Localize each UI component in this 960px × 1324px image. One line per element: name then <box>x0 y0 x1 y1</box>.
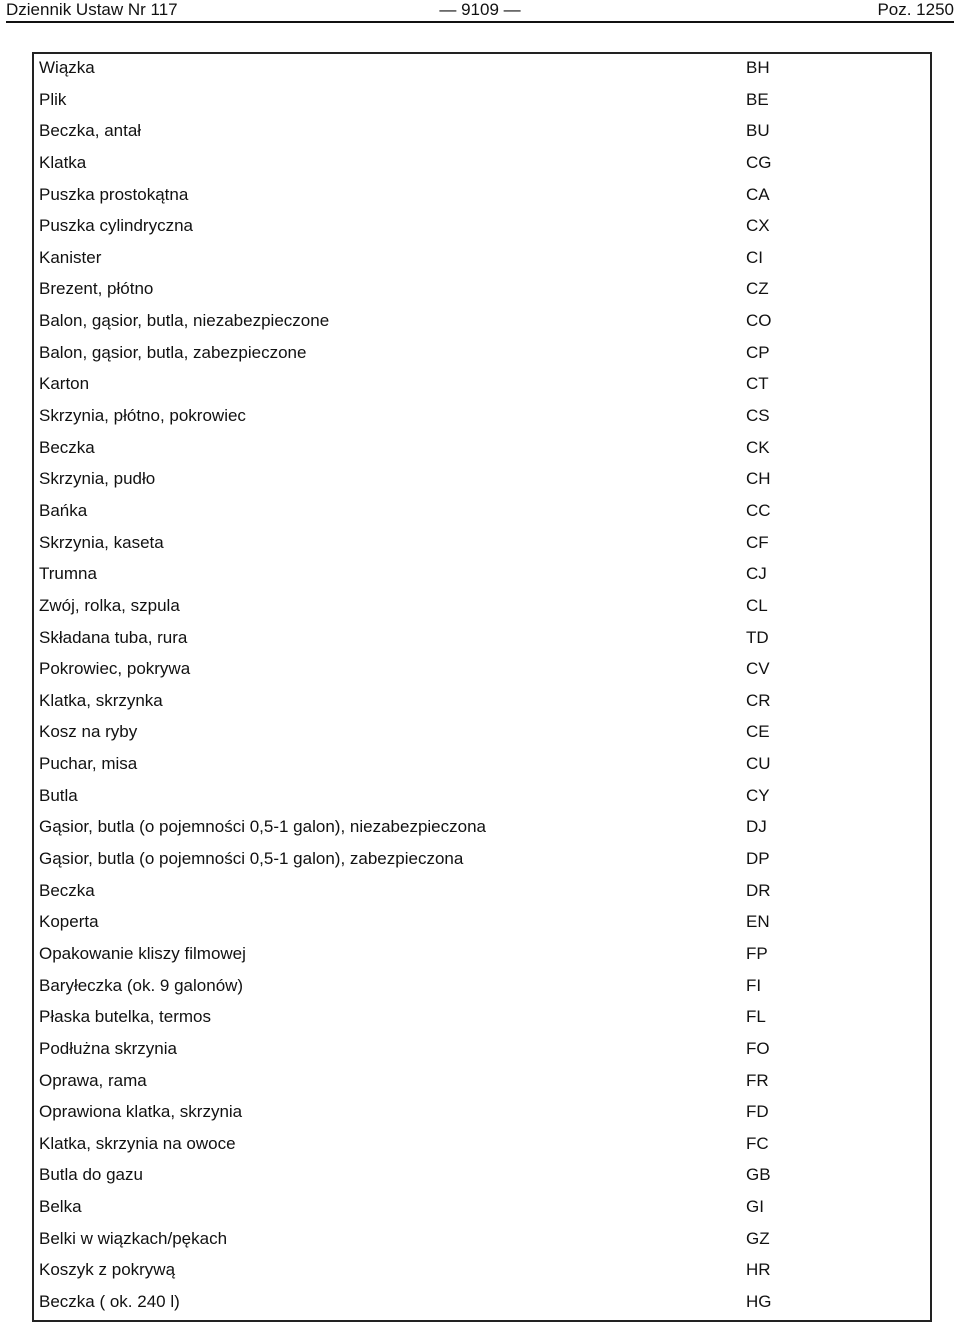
package-type-code: CS <box>746 406 770 426</box>
table-row <box>36 432 930 464</box>
package-type-name: Składana tuba, rura <box>39 627 188 647</box>
package-type-code: BH <box>746 58 770 77</box>
package-type-name: Skrzynia, płótno, pokrowiec <box>39 406 246 426</box>
package-type-name: Butla do gazu <box>39 1165 143 1185</box>
package-type-code: CE <box>746 722 770 742</box>
table-row <box>36 970 930 1002</box>
package-type-name: Oprawa, rama <box>39 1070 147 1090</box>
package-type-name: Klatka, skrzynka <box>39 690 163 710</box>
package-type-name: Balon, gąsior, butla, niezabezpieczone <box>39 311 330 331</box>
table-row <box>36 115 930 147</box>
package-type-code: CX <box>746 216 770 236</box>
package-type-name: Puszka cylindryczna <box>39 216 194 236</box>
package-type-name: Kosz na ryby <box>39 722 138 742</box>
package-type-code: CJ <box>746 564 767 584</box>
journal-title: Dziennik Ustaw Nr 117 <box>6 0 178 19</box>
package-type-name: Beczka <box>39 437 95 457</box>
package-type-code: TD <box>746 627 769 647</box>
package-type-code: CY <box>746 785 770 805</box>
package-type-name: Butla <box>39 785 78 805</box>
package-type-code: FP <box>746 943 768 963</box>
package-type-code: HG <box>746 1291 772 1311</box>
package-type-code: FL <box>746 1007 766 1027</box>
table-row <box>36 1033 930 1065</box>
package-type-name: Skrzynia, kaseta <box>39 532 164 552</box>
table-row <box>36 179 930 211</box>
package-type-name: Skrzynia, pudło <box>39 469 156 489</box>
table-row <box>36 1159 930 1191</box>
table-row <box>36 1001 930 1033</box>
package-type-name: Bańka <box>39 500 88 520</box>
table-row <box>36 305 930 337</box>
table-row <box>36 748 930 780</box>
table-row <box>36 273 930 305</box>
package-type-code: FI <box>746 975 762 995</box>
table-row <box>36 1286 930 1318</box>
package-type-code: CH <box>746 469 771 489</box>
package-type-name: Belki w wiązkach/pękach <box>39 1228 228 1248</box>
package-type-code: CI <box>746 247 763 267</box>
package-type-name: Baryłeczka (ok. 9 galonów) <box>39 975 244 995</box>
package-type-name: Płaska butelka, termos <box>39 1007 211 1027</box>
table-row <box>36 463 930 495</box>
table-row <box>36 84 930 116</box>
table-row <box>36 1223 930 1255</box>
package-type-code: CP <box>746 342 770 362</box>
package-type-name: Karton <box>39 374 90 394</box>
table-row <box>36 590 930 622</box>
package-type-code: CV <box>746 659 770 679</box>
packaging-code-table <box>36 52 930 1318</box>
package-type-code: CC <box>746 500 771 520</box>
table-row <box>36 368 930 400</box>
table-row <box>36 875 930 907</box>
package-type-name: Opakowanie kliszy filmowej <box>39 943 246 963</box>
position-number: Poz. 1250 <box>877 0 954 19</box>
package-type-code: CA <box>746 184 770 204</box>
table-row <box>36 1128 930 1160</box>
package-type-name: Oprawiona klatka, skrzynia <box>39 1102 243 1122</box>
table-row <box>36 1191 930 1223</box>
package-type-code: BE <box>746 89 769 109</box>
package-type-code: GZ <box>746 1228 770 1248</box>
package-type-code: CF <box>746 532 769 552</box>
package-type-code: CR <box>746 690 771 710</box>
package-type-code: CO <box>746 311 772 331</box>
package-type-code: CU <box>746 754 771 774</box>
table-row <box>36 242 930 274</box>
page-header <box>6 0 954 20</box>
package-type-name: Brezent, płótno <box>39 279 154 299</box>
package-type-name: Plik <box>39 89 67 109</box>
package-type-code: FO <box>746 1038 770 1058</box>
header-rule <box>6 21 954 23</box>
package-type-code: CZ <box>746 279 769 299</box>
package-type-name: Kanister <box>39 247 102 267</box>
table-row <box>36 906 930 938</box>
package-type-name: Podłużna skrzynia <box>39 1038 177 1058</box>
table-row <box>36 653 930 685</box>
package-type-code: DP <box>746 849 770 869</box>
package-type-name: Wiązka <box>39 58 95 77</box>
table-row <box>36 685 930 717</box>
package-type-name: Trumna <box>39 564 97 584</box>
table-row <box>36 527 930 559</box>
table-row <box>36 558 930 590</box>
page-number: — 9109 — <box>439 0 521 19</box>
table-row <box>36 210 930 242</box>
package-type-code: CG <box>746 152 772 172</box>
package-type-code: CK <box>746 437 770 457</box>
table-row <box>36 147 930 179</box>
table-row <box>36 400 930 432</box>
package-type-name: Klatka <box>39 152 87 172</box>
table-row <box>36 811 930 843</box>
package-type-name: Zwój, rolka, szpula <box>39 595 180 615</box>
package-type-code: EN <box>746 912 770 932</box>
package-type-name: Gąsior, butla (o pojemności 0,5-1 galon), niezabezpieczona <box>39 817 486 837</box>
package-type-code: CT <box>746 374 769 394</box>
table-row <box>36 1065 930 1097</box>
package-type-code: DR <box>746 880 771 900</box>
package-type-name: Gąsior, butla (o pojemności 0,5-1 galon), zabezpieczona <box>39 849 464 869</box>
table-row <box>36 1254 930 1286</box>
package-type-name: Klatka, skrzynia na owoce <box>39 1133 236 1153</box>
package-type-name: Beczka <box>39 880 95 900</box>
package-type-code: FC <box>746 1133 769 1153</box>
table-row <box>36 843 930 875</box>
package-type-name: Puchar, misa <box>39 754 138 774</box>
package-type-name: Belka <box>39 1197 82 1217</box>
package-type-name: Beczka ( ok. 240 l) <box>39 1291 180 1311</box>
package-type-code: HR <box>746 1260 771 1280</box>
package-type-code: GI <box>746 1197 764 1217</box>
table-row <box>36 52 930 84</box>
table-row <box>36 780 930 812</box>
package-type-code: BU <box>746 121 770 141</box>
table-row <box>36 337 930 369</box>
table-row <box>36 622 930 654</box>
table-row <box>36 495 930 527</box>
package-type-name: Puszka prostokątna <box>39 184 189 204</box>
package-type-name: Pokrowiec, pokrywa <box>39 659 191 679</box>
package-type-name: Koszyk z pokrywą <box>39 1260 176 1280</box>
package-type-code: FD <box>746 1102 769 1122</box>
package-type-name: Balon, gąsior, butla, zabezpieczone <box>39 342 307 362</box>
package-type-code: CL <box>746 595 768 615</box>
table-row <box>36 938 930 970</box>
package-type-name: Koperta <box>39 912 99 932</box>
package-type-code: DJ <box>746 817 767 837</box>
table-row <box>36 1096 930 1128</box>
package-type-code: FR <box>746 1070 769 1090</box>
package-type-name: Beczka, antał <box>39 121 142 141</box>
package-type-code: GB <box>746 1165 771 1185</box>
table-row <box>36 716 930 748</box>
